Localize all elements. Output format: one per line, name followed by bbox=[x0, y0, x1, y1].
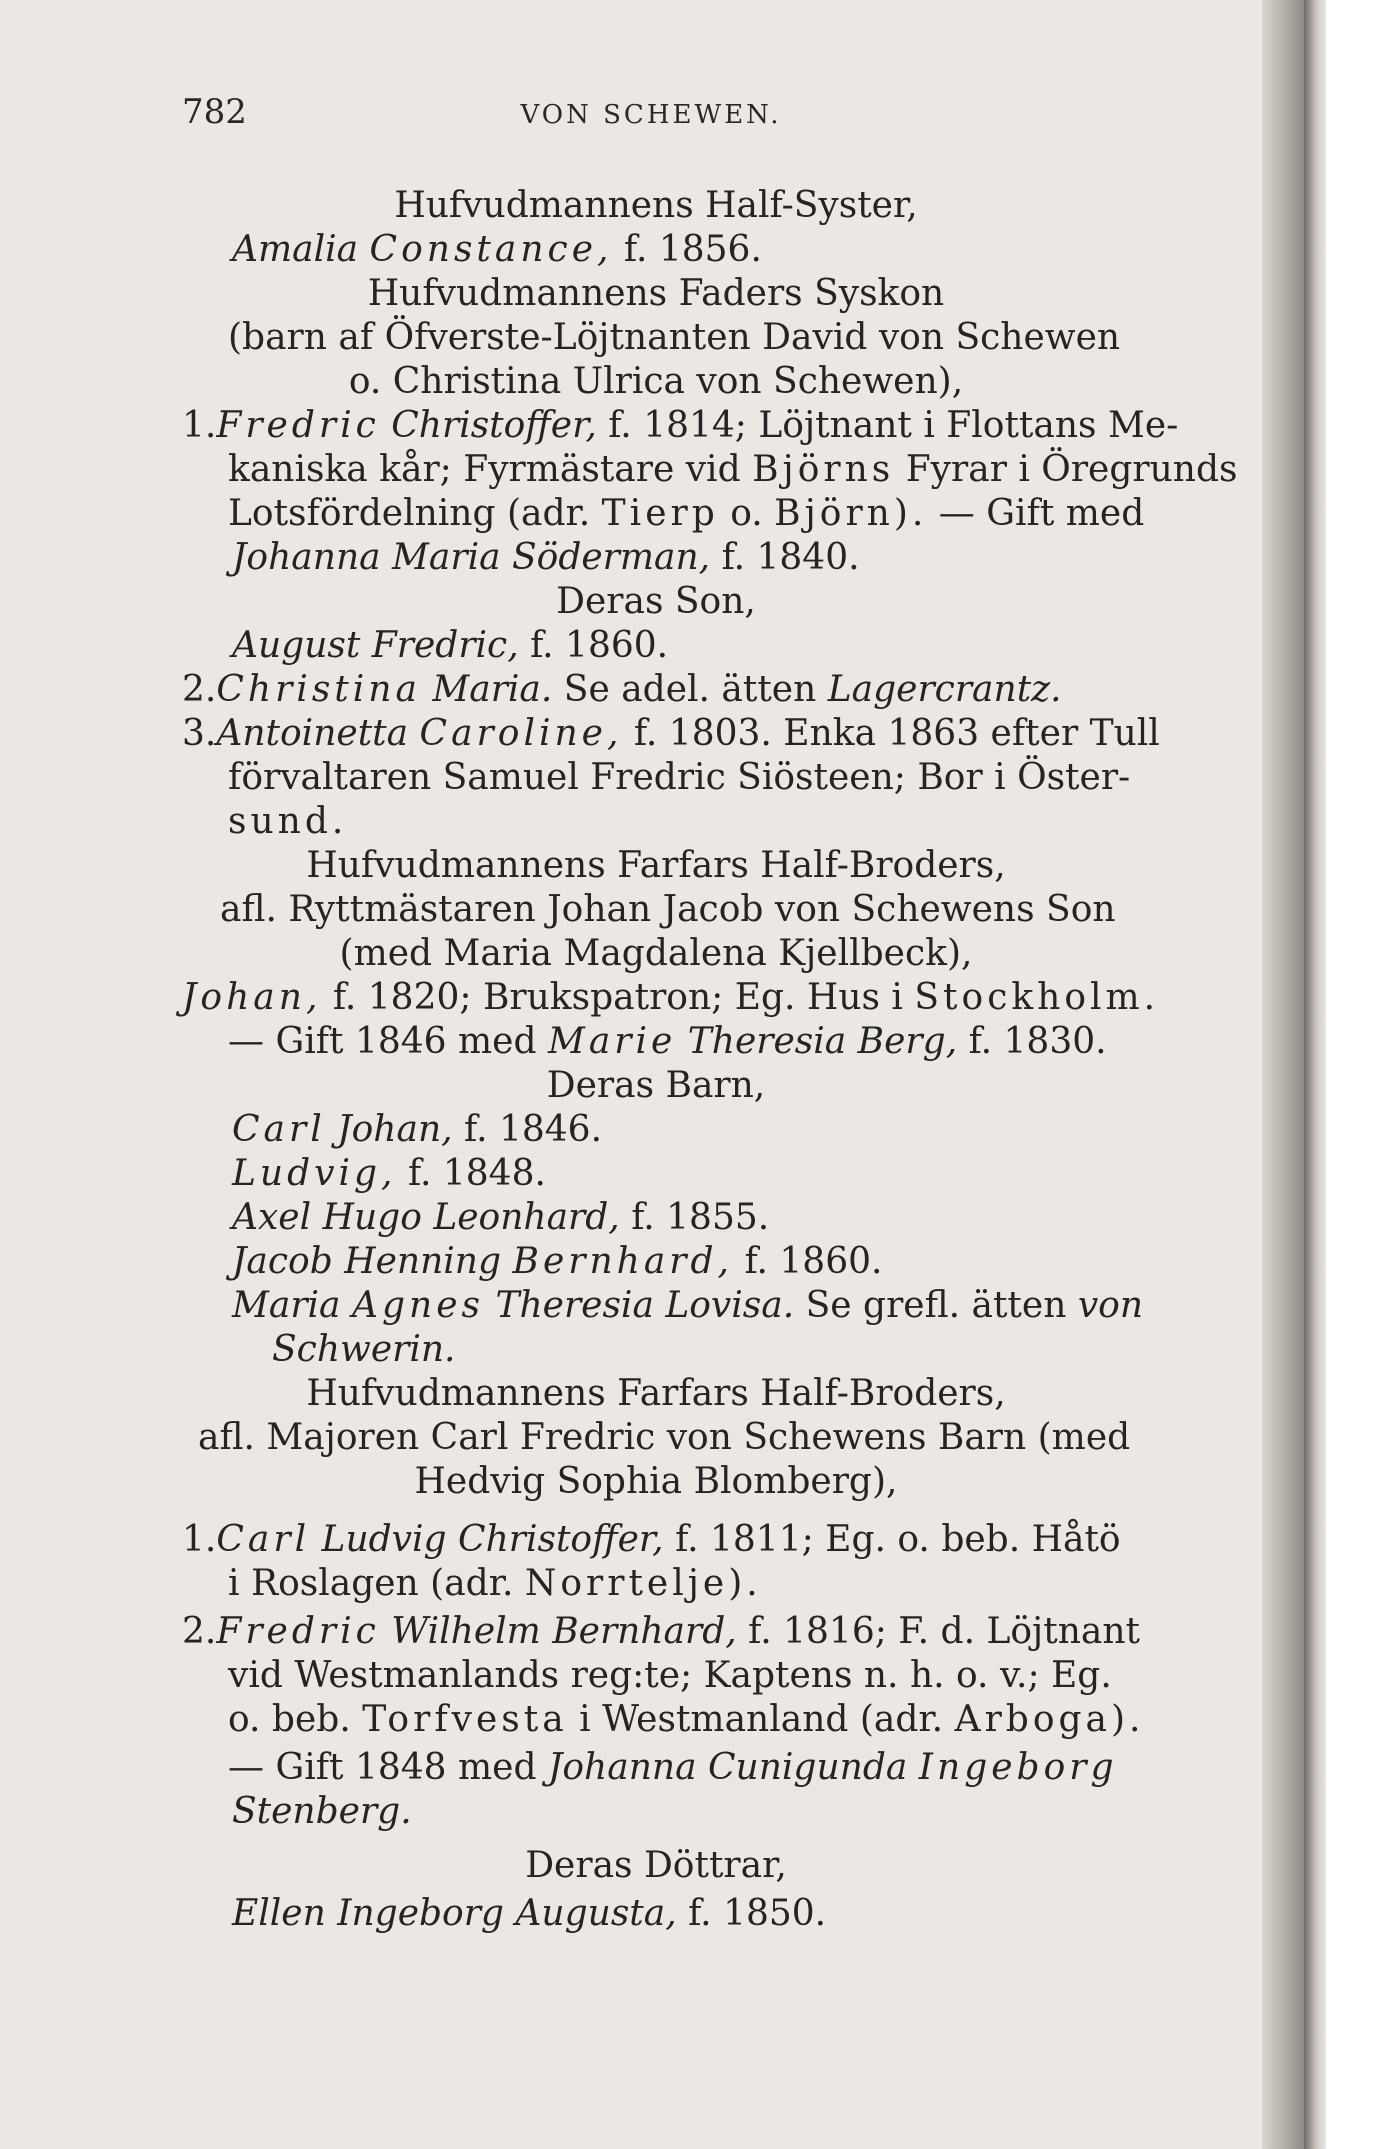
page-number: 782 bbox=[182, 92, 247, 132]
text-line: förvaltaren Samuel Fredric Siösteen; Bor i Öster- bbox=[228, 757, 1131, 798]
text-line: Carl Johan, f. 1846. bbox=[232, 1109, 603, 1150]
text-line: Maria Agnes Theresia Lovisa. Se grefl. ätten von bbox=[232, 1285, 1144, 1326]
book-gutter bbox=[1262, 0, 1304, 2149]
text-line: 2.Fredric Wilhelm Bernhard, f. 1816; F. d. Löjtnant bbox=[182, 1611, 1140, 1652]
text-line: (barn af Öfverste-Löjtnanten David von Schewen bbox=[228, 317, 1121, 358]
text-line: Hufvudmannens Farfars Half-Broders, bbox=[306, 845, 1006, 886]
text-line: 3.Antoinetta Caroline, f. 1803. Enka 1863 efter Tull bbox=[182, 713, 1160, 754]
text-line: (med Maria Magdalena Kjellbeck), bbox=[339, 933, 973, 974]
text-line: o. beb. Torfvesta i Westmanland (adr. Arboga). bbox=[228, 1699, 1145, 1740]
text-line: Schwerin. bbox=[272, 1329, 456, 1370]
text-line: Axel Hugo Leonhard, f. 1855. bbox=[232, 1197, 770, 1238]
page-edge bbox=[1304, 0, 1326, 2149]
text-line: afl. Majoren Carl Fredric von Schewens Barn (med bbox=[198, 1417, 1131, 1458]
text-line: Johan, f. 1820; Brukspatron; Eg. Hus i Stockholm. bbox=[182, 977, 1160, 1018]
text-line: — Gift 1846 med Marie Theresia Berg, f. 1830. bbox=[228, 1021, 1107, 1062]
text-line: Deras Barn, bbox=[546, 1065, 766, 1106]
text-line: 1.Fredric Christoffer, f. 1814; Löjtnant i Flottans Me- bbox=[182, 405, 1179, 446]
text-line: i Roslagen (adr. Norrtelje). bbox=[228, 1563, 762, 1604]
text-line: Hufvudmannens Faders Syskon bbox=[367, 273, 945, 314]
text-line: Deras Döttrar, bbox=[525, 1845, 787, 1886]
text-line: Jacob Henning Bernhard, f. 1860. bbox=[232, 1241, 883, 1282]
text-line: Deras Son, bbox=[556, 581, 756, 622]
text-line: Lotsfördelning (adr. Tierp o. Björn). — Gift med bbox=[228, 493, 1145, 534]
running-head: VON SCHEWEN. bbox=[520, 100, 782, 130]
text-line: Hufvudmannens Farfars Half-Broders, bbox=[306, 1373, 1006, 1414]
text-line: Stenberg. bbox=[232, 1791, 412, 1832]
text-line: Hedvig Sophia Blomberg), bbox=[414, 1461, 898, 1502]
text-line: Ellen Ingeborg Augusta, f. 1850. bbox=[232, 1893, 827, 1934]
text-line: kaniska kår; Fyrmästare vid Björns Fyrar i Öregrunds bbox=[228, 449, 1238, 490]
text-line: sund. bbox=[228, 801, 348, 842]
text-line: vid Westmanlands reg:te; Kaptens n. h. o. v.; Eg. bbox=[228, 1655, 1112, 1696]
text-line: Ludvig, f. 1848. bbox=[232, 1153, 546, 1194]
text-line: — Gift 1848 med Johanna Cunigunda Ingeborg bbox=[228, 1747, 1118, 1788]
text-line: Johanna Maria Söderman, f. 1840. bbox=[232, 537, 860, 578]
text-line: afl. Ryttmästaren Johan Jacob von Schewens Son bbox=[220, 889, 1116, 930]
text-line: 2.Christina Maria. Se adel. ätten Lagercrantz. bbox=[182, 669, 1062, 710]
text-line: 1.Carl Ludvig Christoffer, f. 1811; Eg. o. beb. Håtö bbox=[182, 1519, 1121, 1560]
text-line: o. Christina Ulrica von Schewen), bbox=[348, 361, 964, 402]
text-line: Amalia Constance, f. 1856. bbox=[232, 229, 762, 270]
text-line: August Fredric, f. 1860. bbox=[232, 625, 669, 666]
text-line: Hufvudmannens Half-Syster, bbox=[394, 185, 918, 226]
